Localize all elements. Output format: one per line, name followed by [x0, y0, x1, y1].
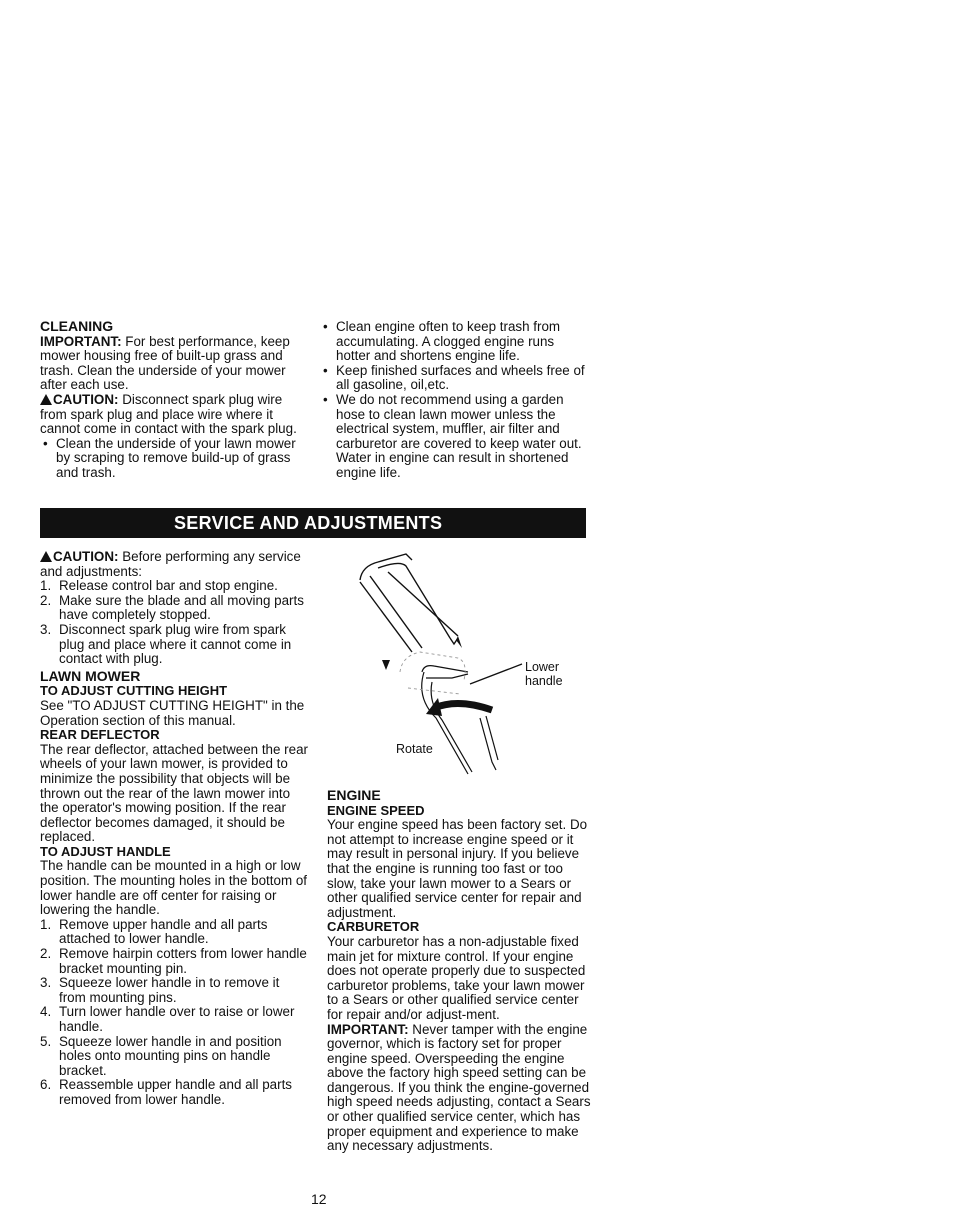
caution-text: Before performing any service and adjustments:	[40, 549, 301, 579]
cleaning-right	[320, 320, 588, 481]
rear-deflector-heading: REAR DEFLECTOR	[40, 727, 160, 743]
engine-section	[327, 788, 591, 1154]
engine-heading: ENGINE	[327, 787, 381, 803]
cutting-height-heading: TO ADJUST CUTTING HEIGHT	[40, 683, 228, 699]
engine-speed-text: Your engine speed has been factory set. Do not attempt to increase engine speed or it may result in personal injury. If you believe that the engine is running too fast or too slow, take your lawn mower to a Sears or other qualified service center for repair and adjustment.	[327, 817, 588, 920]
pin-marker-icon	[382, 660, 390, 670]
cleaning-heading: CLEANING	[40, 318, 114, 334]
list-item	[40, 594, 308, 623]
service-caution	[40, 550, 308, 579]
step-text: Release control bar and stop engine.	[59, 578, 278, 594]
cleaning-bullets-left	[40, 437, 308, 481]
cleaning-bullets-right	[320, 320, 588, 481]
step-text: Turn lower handle over to raise or lower handle.	[59, 1004, 295, 1034]
step-text: Squeeze lower handle in and position holes onto mounting pins on handle bracket.	[59, 1033, 282, 1078]
list-item	[40, 1035, 308, 1079]
page-number: 12	[311, 1191, 327, 1207]
section-banner: SERVICE AND ADJUSTMENTS	[40, 508, 586, 538]
lower-handle-drawing	[422, 666, 498, 774]
rear-deflector-text: The rear deflector, attached between the rear wheels of your lawn mower, is provided to minimize the possibility that objects will be thrown out the rear of the lawn mower into the operator's mowing position. If the rear deflector becomes damaged, it should be replaced.	[40, 741, 308, 845]
caution-text: Disconnect spark plug wire from spark plug and place wire where it cannot come in contact with the spark plug.	[40, 391, 297, 437]
important-label: IMPORTANT:	[327, 1021, 409, 1037]
step-number: 6.	[40, 1077, 52, 1093]
label-rotate: Rotate	[396, 742, 433, 756]
step-number: 1.	[40, 916, 52, 932]
engine-important	[327, 1023, 591, 1154]
carburetor-text: Your carburetor has a non-adjustable fixed main jet for mixture control. If your engine does not operate properly due to suspected carburetor problems, take your lawn mower to a Sears or other qualified service center for repair and/or adjust-ment.	[327, 933, 586, 1022]
list-item: • We do not recommend using a garden hose to clean lawn mower unless the electrical system, muffler, air filter and carburetor are covered to keep water out. Water in engine can result in shortened engine life.	[320, 393, 588, 481]
step-number: 3.	[40, 621, 52, 637]
important-text: For best performance, keep mower housing free of built-up grass and trash. Clean the underside of your mower after each use.	[40, 333, 290, 393]
list-item	[40, 623, 308, 667]
label-handle: handle	[525, 674, 563, 688]
step-number: 3.	[40, 975, 52, 991]
service-left	[40, 550, 308, 1108]
lawn-mower-heading: LAWN MOWER	[40, 667, 141, 684]
step-number: 2.	[40, 592, 52, 608]
cleaning-left	[40, 319, 308, 481]
adjust-handle-heading: TO ADJUST HANDLE	[40, 843, 171, 859]
engine-speed-heading: ENGINE SPEED	[327, 802, 425, 818]
step-text: Disconnect spark plug wire from spark plug and place where it cannot come in contact with plug.	[59, 621, 292, 667]
leader-line	[470, 664, 522, 684]
label-lower: Lower	[525, 660, 560, 674]
caution-label: CAUTION:	[53, 549, 119, 564]
step-text: Remove hairpin cotters from lower handle bracket mounting pin.	[59, 946, 307, 976]
bracket-outline	[400, 652, 465, 694]
list-item: • Keep finished surfaces and wheels free of all gasoline, oil,etc.	[320, 364, 588, 393]
step-text: Remove upper handle and all parts attached to lower handle.	[59, 916, 268, 947]
rotate-arrow-icon	[434, 703, 492, 710]
list-item	[40, 976, 308, 1005]
step-number: 2.	[40, 946, 52, 962]
step-number: 5.	[40, 1033, 52, 1049]
pin-marker-icon	[456, 636, 462, 648]
list-item	[40, 579, 308, 594]
warning-triangle-icon	[40, 551, 52, 562]
step-text: Make sure the blade and all moving parts have completely stopped.	[59, 592, 304, 623]
caution-label: CAUTION:	[53, 391, 119, 407]
upper-handle-drawing	[360, 554, 458, 652]
step-number: 1.	[40, 578, 52, 594]
list-item	[40, 947, 308, 976]
adjust-handle-text: The handle can be mounted in a high or low position. The mounting holes in the bottom of lower handle are off center for raising or lowering the handle.	[40, 858, 307, 918]
carburetor-heading: CARBURETOR	[327, 919, 420, 935]
handle-steps	[40, 918, 308, 1108]
warning-triangle-icon	[40, 394, 52, 405]
service-steps	[40, 579, 308, 667]
list-item: • Clean engine often to keep trash from accumulating. A clogged engine runs hotter and shortens engine life.	[320, 320, 588, 364]
step-text: Squeeze lower handle in to remove it from mounting pins.	[59, 975, 280, 1005]
cutting-height-text: See "TO ADJUST CUTTING HEIGHT" in the Operation section of this manual.	[40, 697, 305, 728]
list-item	[40, 1005, 308, 1034]
step-number: 4.	[40, 1004, 52, 1020]
list-item	[40, 918, 308, 947]
list-item: • Clean the underside of your lawn mower by scraping to remove build-up of grass and trash.	[40, 437, 308, 481]
list-item	[40, 1078, 308, 1107]
important-text: Never tamper with the engine governor, which is factory set for proper engine speed. Overspeeding the engine above the factory high speed setting can be dangerous. If you think the engine-governed high speed needs adjusting, contact a Sears or other qualified service center, which has proper equipment and experience to make any necessary adjustments.	[327, 1021, 591, 1154]
rotate-arrowhead	[426, 698, 442, 716]
cleaning-caution	[40, 393, 308, 437]
step-text: Reassemble upper handle and all parts removed from lower handle.	[59, 1077, 292, 1107]
important-label: IMPORTANT:	[40, 333, 122, 349]
cleaning-important	[40, 335, 308, 393]
